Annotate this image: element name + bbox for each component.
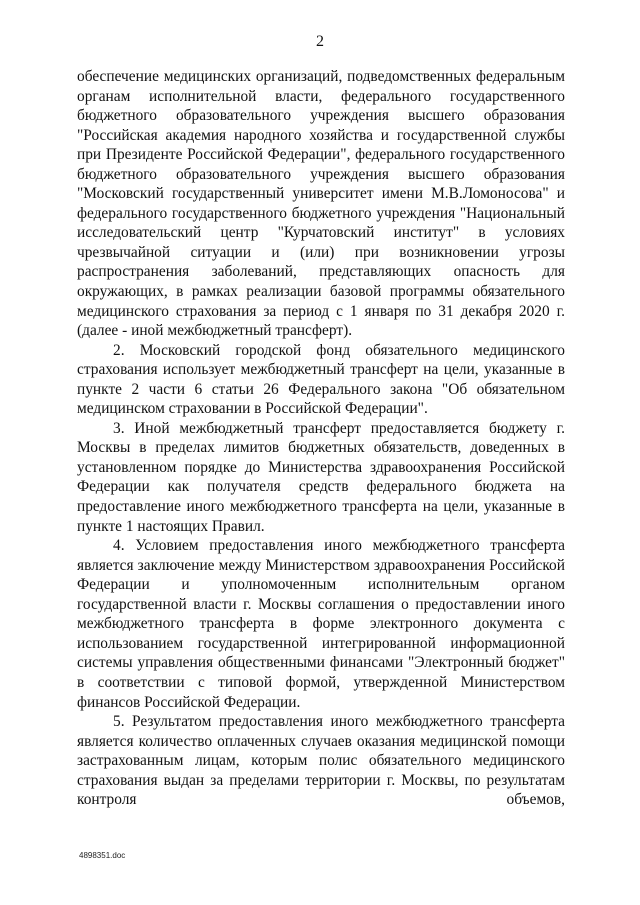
paragraph-item-4: 4. Условием предоставления иного межбюджетного трансферта является заключение между Министерством здравоохранения Российской Федерации и уполномоченным исполнительным органом государственной власти г. Москвы соглашения о предоставлении иного межбюджетного трансферта в форме электронного документа с использованием государственной интегрированной информационной системы управления общественными финансами "Электронный бюджет" в соответствии с типовой формой, утвержденной Министерством финансов Российской Федерации. <box>77 537 565 711</box>
document-file-code: 4898351.doc <box>79 851 126 860</box>
paragraph-continuation: обеспечение медицинских организаций, подведомственных федеральным органам исполнительной власти, федерального государственного бюджетного образовательного учреждения высшего образования "Российская академия народного хозяйства и государственной службы при Президенте Российской Федерации", федерального государственного бюджетного образовательного учреждения высшего образования "Московский государственный университет имени М.В.Ломоносова" и федерального государственного бюджетного учреждения "Национальный исследовательский центр "Курчатовский институт" в условиях чрезвычайной ситуации и (или) при возникновении угрозы распространения заболеваний, представляющих опасность для окружающих, в рамках реализации базовой программы обязательного медицинского страхования за период с 1 января по 31 декабря 2020 г. (далее - иной межбюджетный трансферт). <box>77 68 565 340</box>
paragraph-item-2: 2. Московский городской фонд обязательного медицинского страхования использует межбюджетный трансферт на цели, указанные в пункте 2 части 6 статьи 26 Федерального закона "Об обязательном медицинском страховании в Российской Федерации". <box>77 341 565 418</box>
document-body <box>77 67 565 810</box>
paragraph-item-3: 3. Иной межбюджетный трансферт предоставляется бюджету г. Москвы в пределах лимитов бюджетных обязательств, доведенных в установленном порядке до Министерства здравоохранения Российской Федерации как получателя средств федерального бюджета на предоставление иного межбюджетного трансферта на цели, указанные в пункте 1 настоящих Правил. <box>77 419 565 535</box>
paragraph-item-5: 5. Результатом предоставления иного межбюджетного трансферта является количество оплаченных случаев оказания медицинской помощи застрахованным лицам, которым полис обязательного медицинского страхования выдан за пределами территории г. Москвы, по результатам контроля объемов, <box>77 713 565 809</box>
page-number: 2 <box>316 33 324 50</box>
